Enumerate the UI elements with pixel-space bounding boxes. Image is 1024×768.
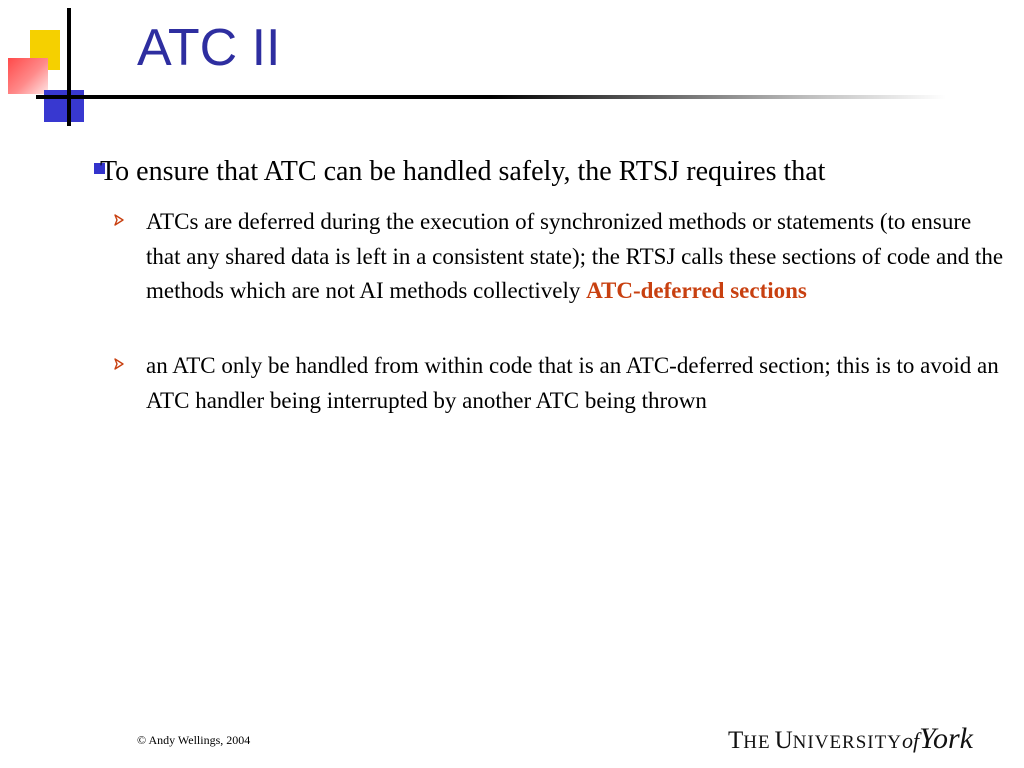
main-bullet-text: To ensure that ATC can be handled safely, the RTSJ requires that [100,156,826,187]
title-underline [36,95,946,99]
chevron-bullet-icon [113,214,125,226]
sub-bullet-1 [146,205,1006,309]
sub-bullet-1-emphasis: ATC-deferred sections [586,278,807,303]
slide-title: ATC II [137,19,281,77]
logo-red-square [8,58,48,94]
sub-bullet-1-text: ATCs are deferred during the execution of synchronized methods or statements (to ensure that any shared data is left in a consistent state); the RTSJ calls these sections of code and the methods which are not AI methods collectively [146,209,1004,303]
copyright-text: © Andy Wellings, 2004 [137,733,251,747]
sub-bullet-2 [146,349,1006,418]
logo-vertical-line [67,8,71,126]
sub-bullet-2-text: an ATC only be handled from within code that is an ATC-deferred section; this is to avoid an ATC handler being interrupted by another ATC being thrown [146,353,999,413]
chevron-bullet-icon [113,358,125,370]
university-of-york-logo: THE UNIVERSITYofYork [728,722,973,755]
